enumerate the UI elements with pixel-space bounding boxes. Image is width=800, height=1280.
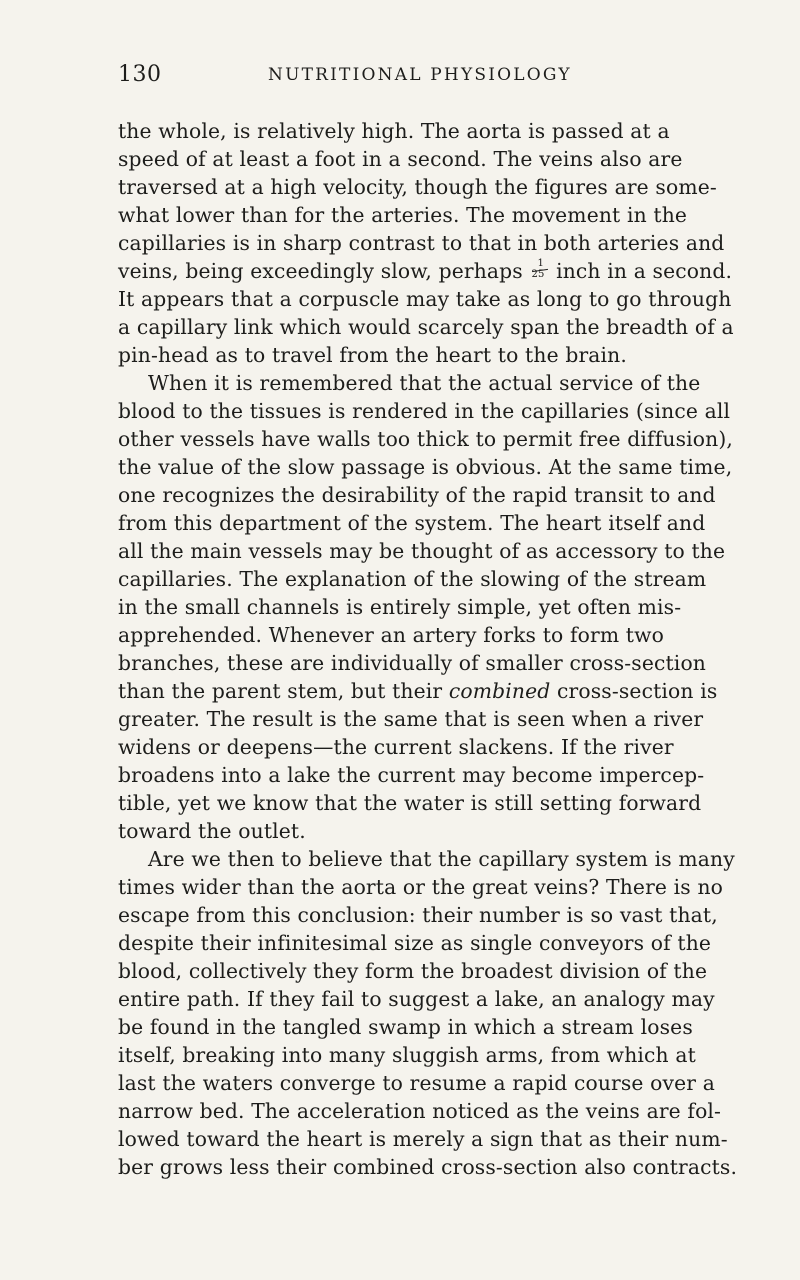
text-segment: inch in a second. — [556, 259, 733, 283]
text-line: a capillary link which would scarcely span the breadth of a — [118, 315, 734, 339]
text-line — [118, 257, 733, 285]
text-line: widens or deepens—the current slackens. If the river — [118, 735, 674, 759]
text-line: greater. The result is the same that is seen when a river — [118, 707, 704, 731]
body-text — [118, 117, 738, 1181]
text-line: last the waters converge to resume a rapid course over a — [118, 1071, 715, 1095]
text-line — [118, 677, 728, 705]
text-line: capillaries. The explanation of the slowing of the stream — [118, 567, 707, 591]
text-line: one recognizes the desirability of the rapid transit to and — [118, 483, 716, 507]
text-line: tible, yet we know that the water is still setting forward — [118, 791, 702, 815]
text-line: what lower than for the arteries. The movement in the — [118, 203, 688, 227]
text-line: despite their infinitesimal size as single conveyors of the — [118, 931, 712, 955]
fraction-denominator: 25 — [531, 269, 545, 280]
text-line: ber grows less their combined cross-section also contracts. — [118, 1155, 738, 1179]
text-line: in the small channels is entirely simple, yet often mis- — [118, 595, 682, 619]
text-line: It appears that a corpuscle may take as long to go through — [118, 287, 732, 311]
text-line: apprehended. Whenever an artery forks to form two — [118, 623, 664, 647]
fraction — [529, 258, 549, 281]
text-line: blood, collectively they form the broadest division of the — [118, 959, 708, 983]
text-segment: than the parent stem, but their — [118, 679, 443, 703]
text-line: toward the outlet. — [118, 819, 306, 843]
text-line: branches, these are individually of smaller cross-section — [118, 651, 707, 675]
text-line: the whole, is relatively high. The aorta is passed at a — [118, 119, 670, 143]
text-line: capillaries is in sharp contrast to that in both arteries and — [118, 231, 725, 255]
text-line: from this department of the system. The heart itself and — [118, 511, 706, 535]
text-line: traversed at a high velocity, though the figures are some- — [118, 175, 717, 199]
emphasized-word: combined — [448, 679, 551, 703]
text-line: broadens into a lake the current may become impercep- — [118, 763, 705, 787]
text-line: escape from this conclusion: their number is so vast that, — [118, 903, 718, 927]
page-header — [118, 62, 718, 92]
paragraph-start-line: Are we then to believe that the capillary system is many — [148, 847, 735, 871]
text-line: narrow bed. The acceleration noticed as the veins are fol- — [118, 1099, 722, 1123]
text-line: times wider than the aorta or the great veins? There is no — [118, 875, 724, 899]
text-segment: veins, being exceedingly slow, perhaps — [118, 259, 523, 283]
text-line: entire path. If they fail to suggest a lake, an analogy may — [118, 987, 715, 1011]
text-line: other vessels have walls too thick to permit free diffusion), — [118, 427, 734, 451]
text-line: blood to the tissues is rendered in the capillaries (since all — [118, 399, 731, 423]
text-line: all the main vessels may be thought of as accessory to the — [118, 539, 726, 563]
text-segment: cross-section is — [557, 679, 718, 703]
text-line: pin-head as to travel from the heart to the brain. — [118, 343, 627, 367]
text-line: the value of the slow passage is obvious. At the same time, — [118, 455, 733, 479]
fraction-numerator: 1 — [537, 258, 544, 269]
page-number: 130 — [118, 62, 162, 87]
text-line: lowed toward the heart is merely a sign that as their num- — [118, 1127, 728, 1151]
text-line: speed of at least a foot in a second. The veins also are — [118, 147, 683, 171]
running-head: NUTRITIONAL PHYSIOLOGY — [268, 65, 572, 85]
text-line: itself, breaking into many sluggish arms, from which at — [118, 1043, 696, 1067]
text-line: be found in the tangled swamp in which a stream loses — [118, 1015, 693, 1039]
paragraph-start-line: When it is remembered that the actual service of the — [148, 371, 701, 395]
